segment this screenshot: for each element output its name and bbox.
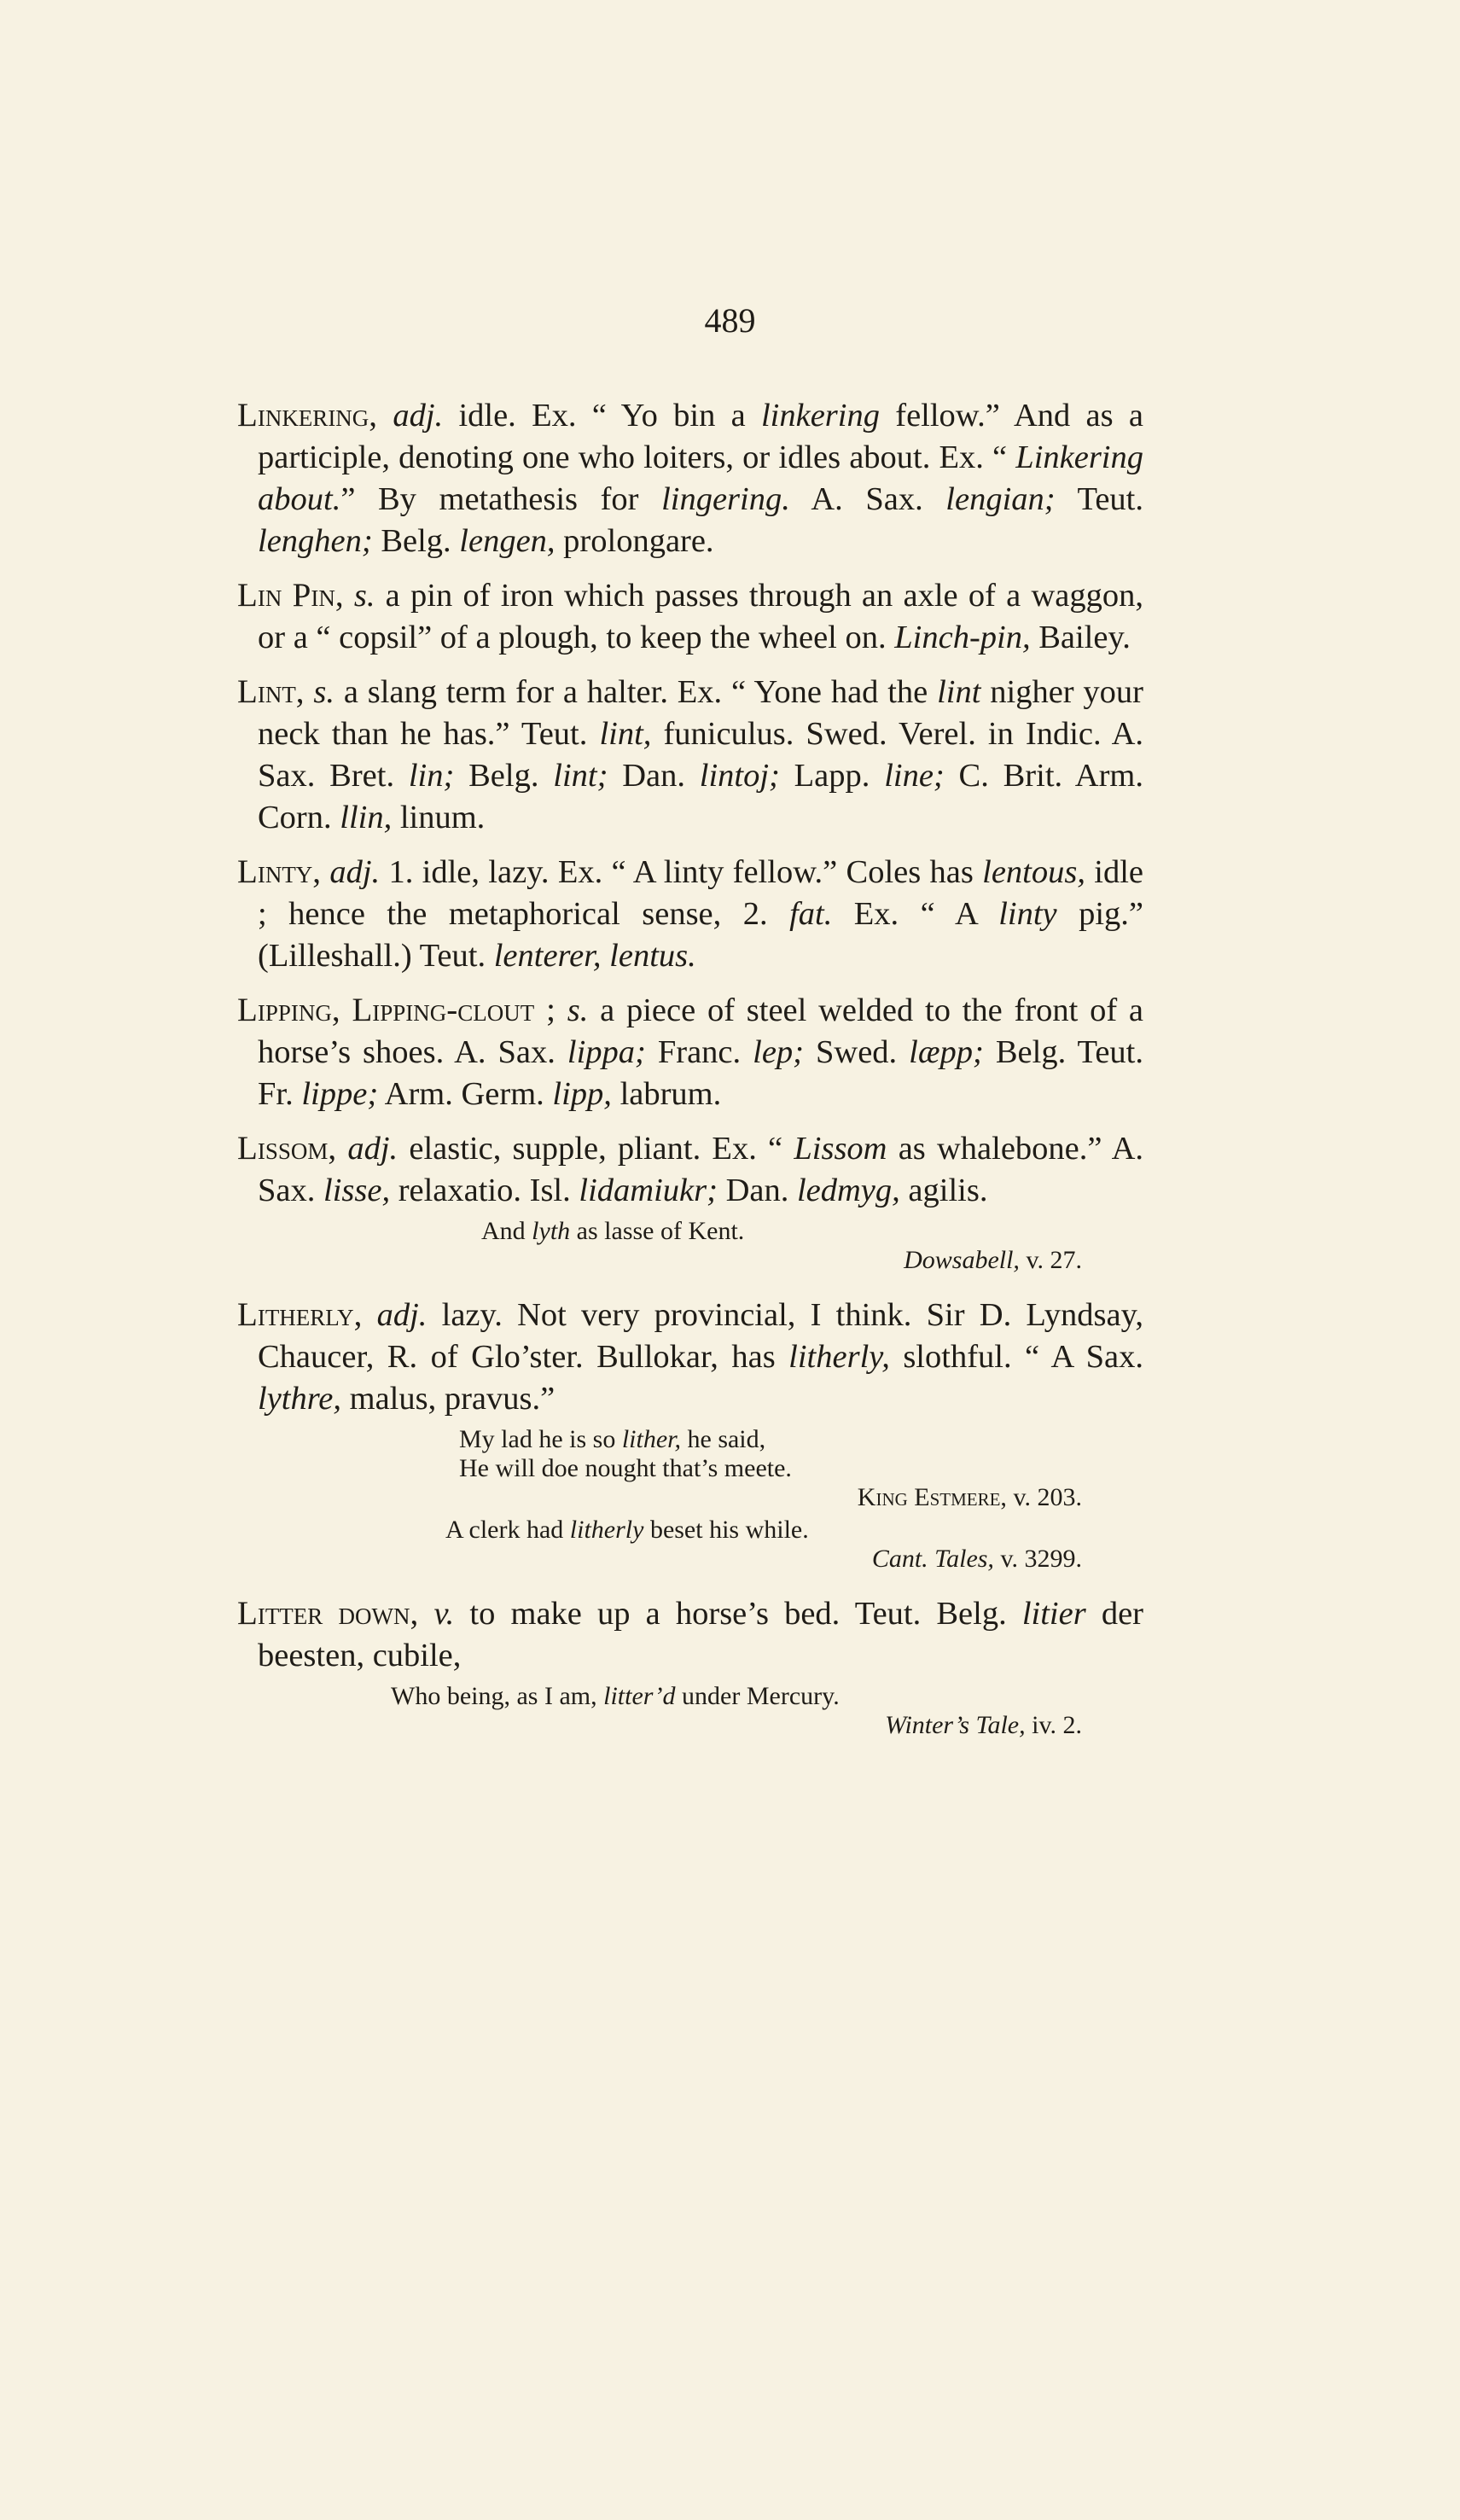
entry-lipping	[237, 989, 1143, 1115]
entry-text: a slang term for a halter. Ex. “ Yone had the	[334, 674, 938, 710]
entry-text: pig.” (Lilleshall.) Teut.	[258, 896, 1143, 974]
citation-italic: Dowsabell,	[904, 1246, 1020, 1274]
quote-italic: litter’d	[603, 1682, 676, 1710]
citation-text: v. 3299.	[993, 1545, 1082, 1573]
entry-italic: fat.	[789, 896, 833, 932]
entry-text: prolongare.	[555, 523, 714, 559]
entry-italic: lenghen;	[258, 523, 373, 559]
quote-text: he said,	[681, 1425, 766, 1453]
entry-italic: lingering.	[661, 481, 790, 517]
quote-italic: lyth	[532, 1217, 571, 1245]
headword: Litherly,	[237, 1296, 363, 1333]
entry-text: 1. idle, lazy. Ex. “ A linty fellow.” Coles has	[380, 854, 983, 890]
quote-line: He will doe nought that’s meete.	[459, 1454, 792, 1482]
entry-linkering	[237, 394, 1143, 562]
entry-italic: ledmyg,	[796, 1173, 900, 1208]
quotation-winters-tale	[237, 1682, 1143, 1740]
entry-text: A. Sax.	[789, 481, 946, 517]
entry-text: Belg.	[454, 758, 554, 794]
entry-italic: Lissom	[794, 1131, 887, 1167]
entry-text: Franc.	[645, 1034, 753, 1070]
quotation-dowsabell	[237, 1217, 1143, 1275]
page-number: 489	[704, 301, 756, 340]
part-of-speech: adj.	[376, 1297, 428, 1333]
entry-italic: lippe;	[301, 1076, 379, 1112]
entry-italic: linty	[998, 896, 1057, 932]
part-of-speech: s.	[313, 674, 334, 710]
entry-text: idle ; hence the metaphorical sense, 2.	[258, 854, 1143, 932]
entry-text: Ex. “ A	[832, 896, 999, 932]
entry-italic: lentus.	[609, 938, 696, 974]
entry-text: a pin of iron which passes through an axle of a waggon, or a “ copsil” of a plough, to keep the wheel on.	[258, 578, 1143, 655]
entry-text: a piece of steel welded to the front of a horse’s shoes. A. Sax.	[258, 992, 1144, 1070]
entry-text: Swed.	[804, 1034, 910, 1070]
citation-italic: Winter’s Tale,	[885, 1711, 1026, 1739]
quote-text: And	[481, 1217, 532, 1245]
part-of-speech: adj.	[393, 398, 444, 434]
entry-text: linum.	[392, 800, 486, 835]
entry-text: Dan.	[608, 758, 700, 794]
headword: Lipping, Lipping-clout ;	[237, 992, 555, 1028]
entry-text: Teut.	[1055, 481, 1143, 517]
entry-italic: lint,	[599, 716, 652, 752]
entry-italic: lint	[937, 674, 981, 710]
entry-italic: litier	[1021, 1596, 1086, 1632]
entry-text: lazy. Not very provincial, I think. Sir D. Lyndsay, Chaucer, R. of Glo’ster. Bullokar, has	[258, 1297, 1144, 1375]
entry-text: as whalebone.” A. Sax.	[258, 1131, 1144, 1208]
quote-text: A clerk had	[445, 1516, 570, 1544]
entry-text: Belg.	[372, 523, 460, 559]
entry-italic: lin;	[408, 758, 455, 794]
entry-text: Lapp.	[779, 758, 885, 794]
entry-text: agilis.	[899, 1173, 988, 1208]
entry-text: Dan.	[717, 1173, 797, 1208]
headword: Linkering,	[237, 397, 378, 434]
entry-text	[602, 938, 610, 974]
entry-text: nigher your neck than he has.” Teut.	[258, 674, 1143, 752]
entry-lissom	[237, 1127, 1143, 1212]
citation-text: v. 27.	[1019, 1246, 1082, 1274]
quote-line	[391, 1682, 1143, 1711]
quotation-king-estmere	[237, 1425, 1143, 1512]
quote-italic: litherly	[569, 1516, 644, 1544]
entry-lint	[237, 671, 1143, 839]
citation-text: v. 203.	[1006, 1483, 1082, 1511]
citation-small-caps: King Estmere,	[857, 1483, 1007, 1511]
headword: Lint,	[237, 673, 305, 710]
entry-italic: lep;	[753, 1034, 804, 1070]
entry-lin-pin	[237, 574, 1143, 659]
entry-text: Arm. Germ.	[378, 1076, 553, 1112]
part-of-speech: s.	[353, 578, 375, 614]
entry-italic: Linkering about.	[258, 439, 1143, 517]
quote-text: as lasse of Kent.	[570, 1217, 745, 1245]
entry-text: der beesten, cubile,	[258, 1596, 1143, 1673]
entry-text: fellow.” And as a participle, denoting one who loiters, or idles about. Ex. “	[258, 398, 1143, 475]
entry-linty	[237, 851, 1143, 977]
entry-italic: lintoj;	[699, 758, 780, 794]
quote-italic: lither,	[621, 1425, 681, 1453]
part-of-speech: s.	[567, 992, 589, 1028]
entry-italic: Linch-pin,	[894, 620, 1031, 655]
entry-litter-down	[237, 1592, 1143, 1677]
entry-text: Bailey.	[1030, 620, 1131, 655]
quotation-cant-tales	[237, 1516, 1143, 1574]
citation-text: iv. 2.	[1025, 1711, 1082, 1739]
headword: Lin Pin,	[237, 577, 344, 614]
entry-italic: læpp;	[909, 1034, 984, 1070]
entry-italic: lippa;	[567, 1034, 646, 1070]
entry-litherly	[237, 1294, 1143, 1420]
entry-italic: lythre,	[258, 1381, 341, 1417]
entry-italic: lisse,	[323, 1173, 391, 1208]
quote-text: Who being, as I am,	[391, 1682, 604, 1710]
quote-line	[445, 1516, 1143, 1545]
entry-text: Belg. Teut. Fr.	[258, 1034, 1143, 1112]
part-of-speech: v.	[433, 1596, 455, 1632]
entry-text: slothful. “ A Sax.	[889, 1339, 1143, 1375]
part-of-speech: adj.	[347, 1131, 398, 1167]
entry-italic: lengian;	[945, 481, 1056, 517]
quote-line	[459, 1425, 1143, 1454]
entry-italic: lentous,	[982, 854, 1085, 890]
headword: Lissom,	[237, 1130, 337, 1167]
entry-text: idle. Ex. “ Yo bin a	[443, 398, 761, 434]
quote-citation	[237, 1545, 1143, 1574]
entry-italic: llin,	[340, 800, 393, 835]
entry-text: ” By metathesis for	[340, 481, 662, 517]
quote-text: under Mercury.	[675, 1682, 840, 1710]
entry-text: elastic, supple, pliant. Ex. “	[398, 1131, 794, 1167]
headword: Linty,	[237, 853, 322, 890]
entry-italic: line;	[884, 758, 945, 794]
entry-text: to make up a horse’s bed. Teut. Belg.	[454, 1596, 1022, 1632]
entry-italic: litherly,	[788, 1339, 890, 1375]
entry-italic: lidamiukr;	[579, 1173, 718, 1208]
quote-citation	[237, 1711, 1143, 1740]
headword: Litter down,	[237, 1595, 419, 1632]
quote-text: My lad he is so	[459, 1425, 622, 1453]
quote-citation	[237, 1483, 1143, 1512]
entry-text: C. Brit. Arm. Corn.	[258, 758, 1143, 835]
entry-italic: lengen,	[459, 523, 555, 559]
entry-italic: lipp,	[552, 1076, 612, 1112]
entry-text: malus, pravus.”	[341, 1381, 555, 1417]
quote-citation	[237, 1246, 1143, 1275]
entry-text: funiculus. Swed. Verel. in Indic. A. Sax. Bret.	[258, 716, 1143, 794]
quote-line	[481, 1217, 1143, 1246]
dictionary-entries	[237, 394, 1143, 1759]
entry-text: relaxatio. Isl.	[390, 1173, 579, 1208]
entry-italic: lenterer,	[493, 938, 602, 974]
entry-italic: linkering	[760, 398, 880, 434]
part-of-speech: adj.	[329, 854, 381, 890]
quote-text: beset his while.	[643, 1516, 809, 1544]
citation-italic: Cant. Tales,	[871, 1545, 994, 1573]
entry-italic: lint;	[553, 758, 608, 794]
entry-text: labrum.	[611, 1076, 722, 1112]
